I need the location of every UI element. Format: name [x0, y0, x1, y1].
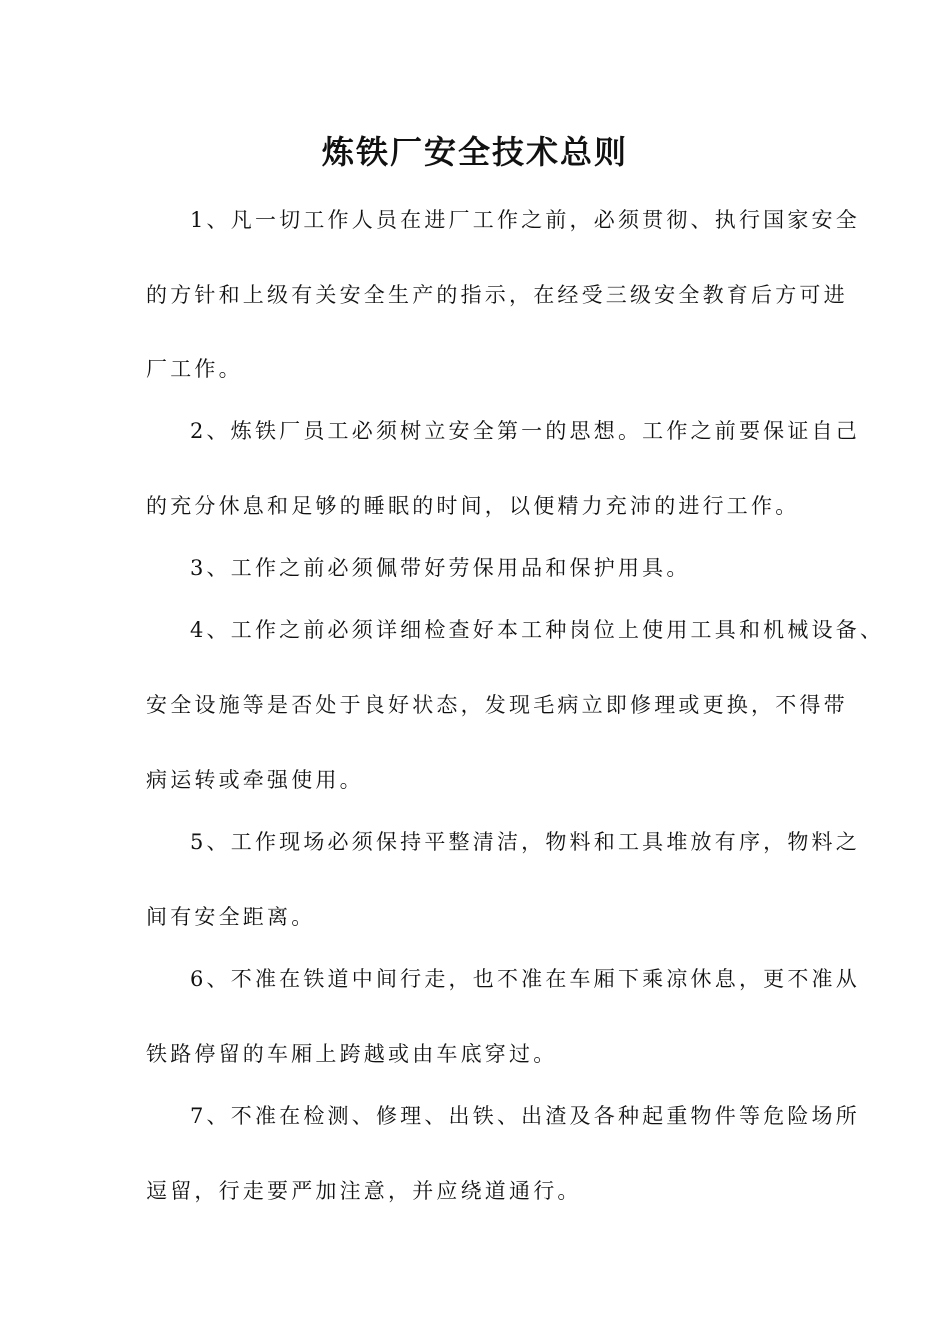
paragraph-1-line-1: 1、凡一切工作人员在进厂工作之前，必须贯彻、执行国家安全: [190, 208, 860, 232]
paragraph-6-line-1: 6、不准在铁道中间行走，也不准在车厢下乘凉休息，更不准从: [190, 967, 860, 991]
paragraph-4-line-3: 病运转或牵强使用。: [146, 768, 364, 792]
paragraph-5-line-2: 间有安全距离。: [146, 905, 316, 929]
paragraph-1-line-3: 厂工作。: [146, 357, 243, 381]
paragraph-2-line-1: 2、炼铁厂员工必须树立安全第一的思想。工作之前要保证自己: [190, 419, 860, 443]
document-title: 炼铁厂安全技术总则: [321, 133, 628, 171]
paragraph-7-line-1: 7、不准在检测、修理、出铁、出渣及各种起重物件等危险场所: [190, 1104, 860, 1128]
paragraph-2-line-2: 的充分休息和足够的睡眠的时间，以便精力充沛的进行工作。: [146, 494, 800, 518]
paragraph-4-line-2: 安全设施等是否处于良好状态，发现毛病立即修理或更换，不得带: [146, 693, 848, 717]
paragraph-4-line-1: 4、工作之前必须详细检查好本工种岗位上使用工具和机械设备、: [190, 618, 885, 642]
paragraph-3-line-1: 3、工作之前必须佩带好劳保用品和保护用具。: [190, 556, 691, 580]
paragraph-5-line-1: 5、工作现场必须保持平整清洁，物料和工具堆放有序，物料之: [190, 830, 860, 854]
paragraph-7-line-2: 逗留，行走要严加注意，并应绕道通行。: [146, 1179, 582, 1203]
paragraph-6-line-2: 铁路停留的车厢上跨越或由车底穿过。: [146, 1042, 558, 1066]
paragraph-1-line-2: 的方针和上级有关安全生产的指示，在经受三级安全教育后方可进: [146, 283, 848, 307]
